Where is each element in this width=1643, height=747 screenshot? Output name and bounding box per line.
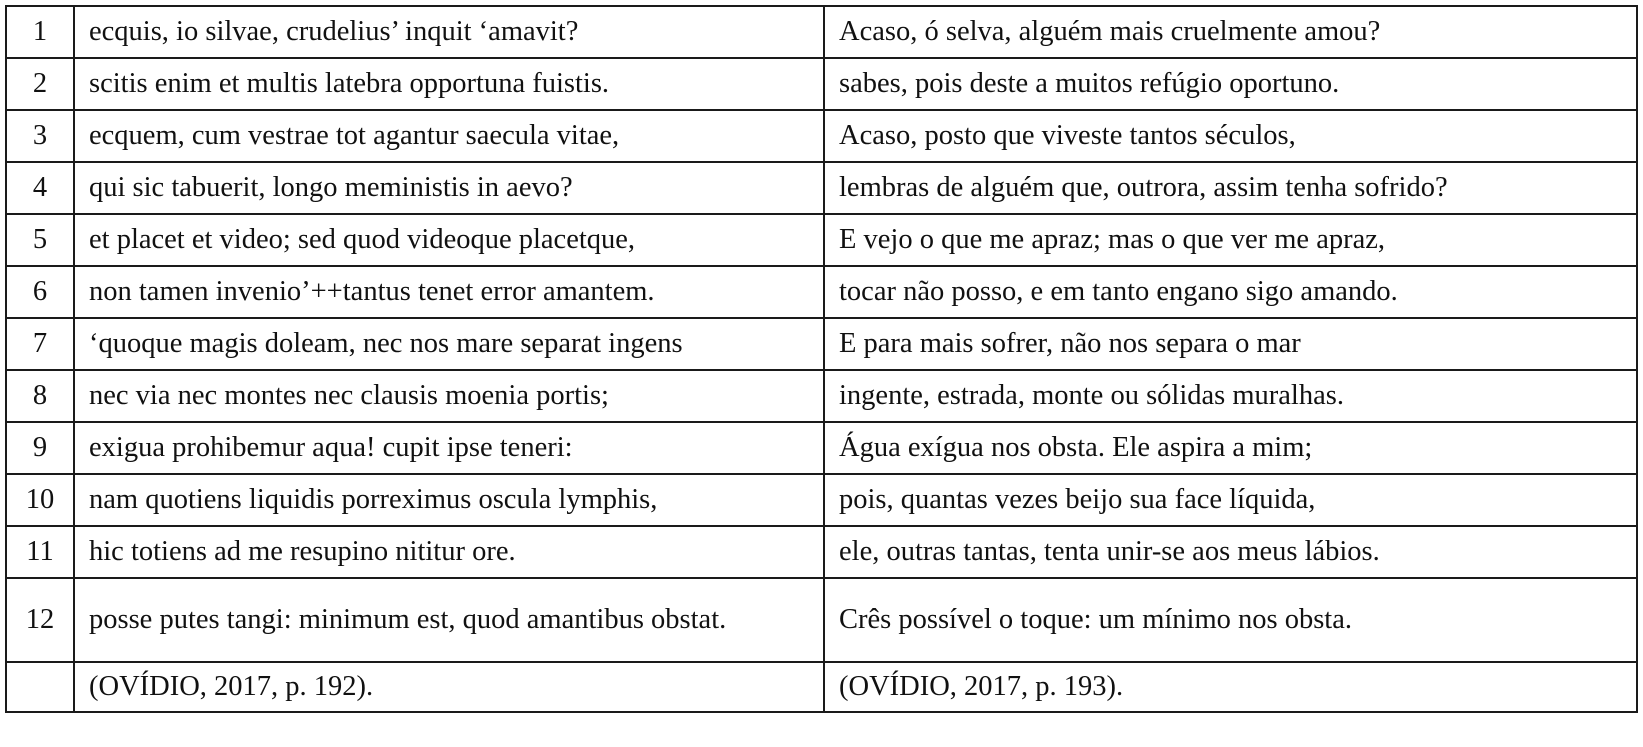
latin-verse: scitis enim et multis latebra opportuna fuistis. — [74, 58, 824, 110]
citation-row — [6, 662, 1637, 712]
verse-translation-table — [5, 5, 1638, 713]
table-row — [6, 526, 1637, 578]
portuguese-verse: pois, quantas vezes beijo sua face líquida, — [824, 474, 1637, 526]
latin-verse: qui sic tabuerit, longo meministis in aevo? — [74, 162, 824, 214]
table-row — [6, 110, 1637, 162]
portuguese-verse: ele, outras tantas, tenta unir-se aos meus lábios. — [824, 526, 1637, 578]
table-row — [6, 162, 1637, 214]
line-number: 1 — [6, 6, 74, 58]
latin-verse: non tamen invenio’++tantus tenet error amantem. — [74, 266, 824, 318]
table-row — [6, 474, 1637, 526]
latin-verse: ecquem, cum vestrae tot agantur saecula vitae, — [74, 110, 824, 162]
portuguese-verse: ingente, estrada, monte ou sólidas muralhas. — [824, 370, 1637, 422]
portuguese-verse: sabes, pois deste a muitos refúgio oportuno. — [824, 58, 1637, 110]
line-number: 7 — [6, 318, 74, 370]
line-number: 2 — [6, 58, 74, 110]
latin-verse: nam quotiens liquidis porreximus oscula lymphis, — [74, 474, 824, 526]
line-number: 8 — [6, 370, 74, 422]
portuguese-verse: Acaso, posto que viveste tantos séculos, — [824, 110, 1637, 162]
portuguese-verse: Crês possível o toque: um mínimo nos obsta. — [824, 578, 1637, 662]
table-row — [6, 318, 1637, 370]
table-row — [6, 266, 1637, 318]
portuguese-verse: Água exígua nos obsta. Ele aspira a mim; — [824, 422, 1637, 474]
latin-verse: exigua prohibemur aqua! cupit ipse teneri: — [74, 422, 824, 474]
table-row — [6, 422, 1637, 474]
line-number: 12 — [6, 578, 74, 662]
latin-citation: (OVÍDIO, 2017, p. 192). — [74, 662, 824, 712]
portuguese-verse: E para mais sofrer, não nos separa o mar — [824, 318, 1637, 370]
line-number: 10 — [6, 474, 74, 526]
table-row — [6, 214, 1637, 266]
line-number: 3 — [6, 110, 74, 162]
table-row — [6, 578, 1637, 662]
latin-verse: et placet et video; sed quod videoque placetque, — [74, 214, 824, 266]
line-number: 9 — [6, 422, 74, 474]
portuguese-verse: E vejo o que me apraz; mas o que ver me apraz, — [824, 214, 1637, 266]
table-row — [6, 6, 1637, 58]
line-number: 11 — [6, 526, 74, 578]
latin-verse: ‘quoque magis doleam, nec nos mare separat ingens — [74, 318, 824, 370]
portuguese-verse: lembras de alguém que, outrora, assim tenha sofrido? — [824, 162, 1637, 214]
table-row — [6, 58, 1637, 110]
latin-verse: hic totiens ad me resupino nititur ore. — [74, 526, 824, 578]
line-number: 6 — [6, 266, 74, 318]
portuguese-verse: tocar não posso, e em tanto engano sigo amando. — [824, 266, 1637, 318]
table-row — [6, 370, 1637, 422]
portuguese-verse: Acaso, ó selva, alguém mais cruelmente amou? — [824, 6, 1637, 58]
line-number: 4 — [6, 162, 74, 214]
portuguese-citation: (OVÍDIO, 2017, p. 193). — [824, 662, 1637, 712]
latin-verse: nec via nec montes nec clausis moenia portis; — [74, 370, 824, 422]
latin-verse: posse putes tangi: minimum est, quod amantibus obstat. — [74, 578, 824, 662]
line-number — [6, 662, 74, 712]
latin-verse: ecquis, io silvae, crudelius’ inquit ‘amavit? — [74, 6, 824, 58]
line-number: 5 — [6, 214, 74, 266]
